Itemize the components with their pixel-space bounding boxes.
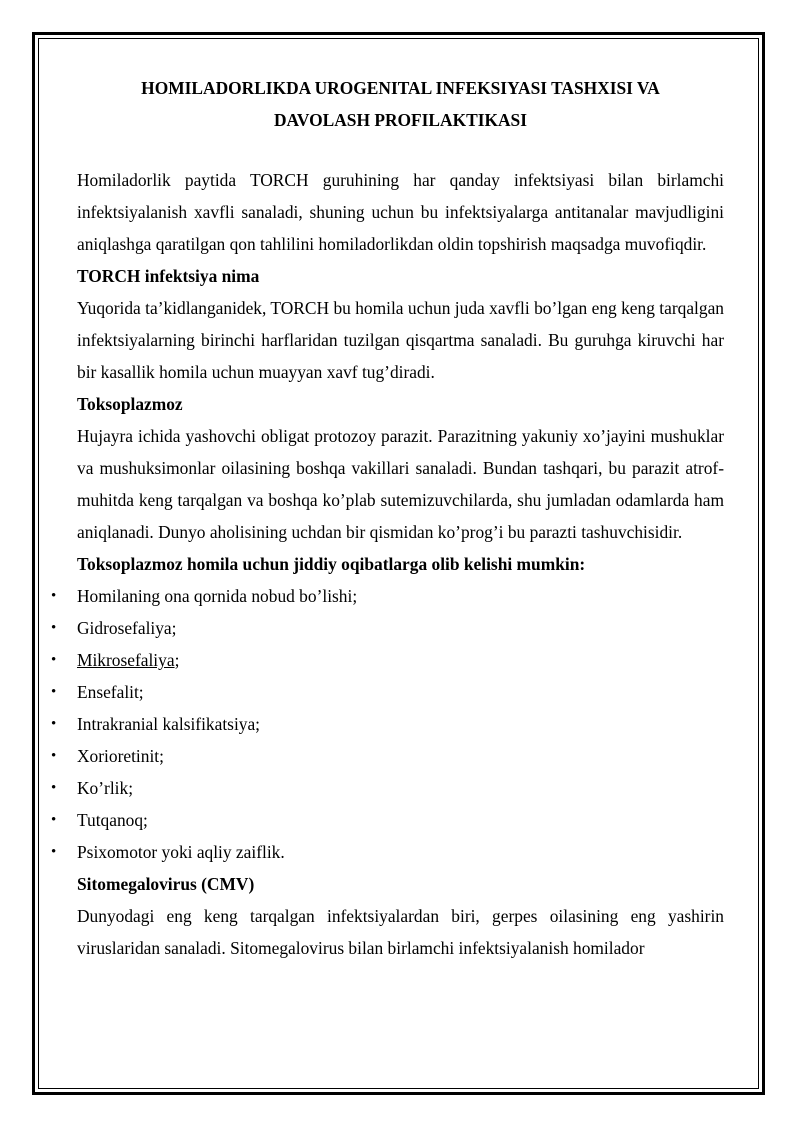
toxoplasmosis-paragraph: Hujayra ichida yashovchi obligat protozoy parazit. Parazitning yakuniy xo’jayini mushuklar va mushuksimonlar oilasining boshqa vakillari sanaladi. Bundan tashqari, bu parazit atrof-muhitda keng tarqalgan va boshqa ko’plab sutemizuvchilarda, shu jumladan odamlarda ham aniqlanadi. Dunyo aholisining uchdan bir qismidan ko’prog’i bu parazti tashuvchisidir. xyxy=(77,426,724,542)
bullet-icon: • xyxy=(51,652,57,668)
list-item-text: Psixomotor yoki aqliy zaiflik. xyxy=(77,842,285,862)
bullet-icon: • xyxy=(51,844,57,860)
list-item-text: Ensefalit; xyxy=(77,682,144,702)
list-item-link[interactable]: Mikrosefaliya xyxy=(77,650,175,670)
consequences-list xyxy=(51,580,724,868)
bullet-icon: • xyxy=(51,620,57,636)
list-item-suffix: ; xyxy=(174,650,180,670)
torch-paragraph: Yuqorida ta’kidlanganidek, TORCH bu homila uchun juda xavfli bo’lgan eng keng tarqalgan infektsiyalarning birinchi harflaridan tuzilgan qisqartma sanaladi. Bu guruhga kiruvchi har bir kasallik homila uchun muayyan xavf tug’diradi. xyxy=(77,298,724,382)
bullet-icon: • xyxy=(51,588,57,604)
bullet-icon: • xyxy=(51,812,57,828)
bullet-icon: • xyxy=(51,716,57,732)
list-item xyxy=(51,644,724,676)
toxoplasmosis-heading: Toksoplazmoz xyxy=(77,394,183,414)
list-item xyxy=(51,740,724,772)
bullet-icon: • xyxy=(51,684,57,700)
list-item xyxy=(51,836,724,868)
list-item-text: Xorioretinit; xyxy=(77,746,164,766)
bullet-icon: • xyxy=(51,748,57,764)
document-title xyxy=(77,72,724,136)
list-item-text: Tutqanoq; xyxy=(77,810,148,830)
list-item xyxy=(51,580,724,612)
list-item-text: Intrakranial kalsifikatsiya; xyxy=(77,714,261,734)
document-body xyxy=(51,72,724,964)
list-item-text: Gidrosefaliya; xyxy=(77,618,177,638)
list-item-text: Homilaning ona qornida nobud bo’lishi; xyxy=(77,586,358,606)
list-item xyxy=(51,612,724,644)
title-line-2: DAVOLASH PROFILAKTIKASI xyxy=(274,110,527,130)
list-item xyxy=(51,772,724,804)
list-item xyxy=(51,676,724,708)
list-item-text: Ko’rlik; xyxy=(77,778,134,798)
list-item xyxy=(51,804,724,836)
list-item xyxy=(51,708,724,740)
consequences-heading: Toksoplazmoz homila uchun jiddiy oqibatlarga olib kelishi mumkin: xyxy=(77,554,586,574)
cmv-heading: Sitomegalovirus (CMV) xyxy=(77,874,255,894)
intro-paragraph: Homiladorlik paytida TORCH guruhining har qanday infektsiyasi bilan birlamchi infektsiyalanish xavfli sanaladi, shuning uchun bu infektsiyalarga antitanalar mavjudligini aniqlashga qaratilgan qon tahlilini homiladorlikdan oldin topshirish maqsadga muvofiqdir. xyxy=(77,170,724,254)
torch-heading: TORCH infektsiya nima xyxy=(77,266,260,286)
cmv-paragraph: Dunyodagi eng keng tarqalgan infektsiyalardan biri, gerpes oilasining eng yashirin viruslaridan sanaladi. Sitomegalovirus bilan birlamchi infektsiyalanish homilador xyxy=(77,906,724,958)
bullet-icon: • xyxy=(51,780,57,796)
title-line-1: HOMILADORLIKDA UROGENITAL INFEKSIYASI TASHXISI VA xyxy=(141,78,660,98)
